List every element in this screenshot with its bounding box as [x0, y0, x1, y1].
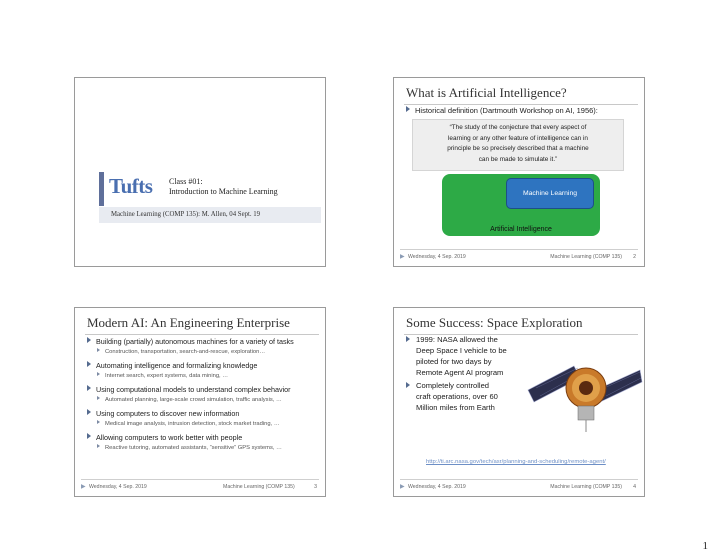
class-heading — [169, 177, 278, 197]
sub-bullet-arrow-icon — [97, 444, 100, 448]
quote-line: can be made to simulate it.” — [478, 155, 558, 163]
sub-bullet-item — [97, 420, 280, 427]
bullet-arrow-icon — [87, 433, 91, 439]
class-title: Introduction to Machine Learning — [169, 187, 278, 196]
bullet-text-line: craft operations, over 60 — [416, 392, 498, 401]
ai-diagram-box — [442, 174, 600, 236]
bullet-arrow-icon — [406, 336, 415, 345]
sub-bullet-arrow-icon — [97, 396, 100, 400]
title-divider — [85, 334, 319, 335]
sub-bullet-text: Reactive tutoring, automated assistants, “sensitive” GPS systems, … — [105, 445, 282, 451]
sub-bullet-item — [97, 348, 265, 355]
bullet-item — [87, 337, 294, 346]
bullet-text: Allowing computers to work better with people — [96, 433, 243, 442]
slide-title: Modern AI: An Engineering Enterprise — [87, 315, 290, 330]
footer-course: Machine Learning (COMP 135) — [550, 484, 622, 490]
slide-4 — [393, 307, 645, 497]
bullet-arrow-icon — [87, 337, 91, 343]
footer-date: Wednesday, 4 Sep. 2019 — [89, 484, 147, 490]
slide-title: What is Artificial Intelligence? — [406, 85, 567, 100]
accent-bar — [99, 172, 104, 206]
footer-date: Wednesday, 4 Sep. 2019 — [408, 254, 466, 260]
page-number: 1 — [702, 540, 708, 552]
slide-2 — [393, 77, 645, 267]
course-info: Machine Learning (COMP 135): M. Allen, 04 Sept. 19 — [99, 207, 321, 223]
bullet-arrow-icon — [87, 385, 91, 391]
bullet-text-line: 1999: NASA allowed the — [416, 335, 498, 344]
footer-date: Wednesday, 4 Sep. 2019 — [408, 484, 466, 490]
sub-bullet-item — [97, 396, 282, 403]
bullet-text-line: Deep Space I vehicle to be — [416, 346, 507, 355]
footer-slide-number: 3 — [314, 484, 317, 490]
title-divider — [404, 104, 638, 105]
sub-bullet-text: Internet search, expert systems, data mining, … — [105, 373, 229, 379]
bullet-text: Automating intelligence and formalizing knowledge — [96, 361, 258, 370]
bullet-text: Using computational models to understand complex behavior — [96, 385, 291, 394]
slide-footer — [400, 249, 638, 263]
footer-course: Machine Learning (COMP 135) — [223, 484, 295, 490]
bullet-item — [406, 106, 598, 115]
sub-bullet-item — [97, 372, 228, 379]
sub-bullet-text: Medical image analysis, intrusion detection, stock market trading, … — [105, 421, 280, 427]
remote-agent-link[interactable]: http://ti.arc.nasa.gov/tech/asr/planning-and-scheduling/remote-agent/ — [426, 459, 606, 465]
bullet-text-line: Remote Agent AI program — [416, 368, 504, 377]
bullet-text-line: piloted for two days by — [416, 357, 492, 366]
sub-bullet-item — [97, 444, 282, 451]
footer-slide-number: 2 — [633, 254, 636, 260]
sub-bullet-text: Construction, transportation, search-and-rescue, exploration… — [105, 349, 266, 355]
footer-arrow-icon: ▶ — [400, 254, 405, 260]
bullet-item — [87, 361, 257, 370]
slide-title: Some Success: Space Exploration — [406, 315, 583, 330]
quote-line: learning or any other feature of intelligence can in — [448, 134, 588, 142]
bullet-arrow-icon — [87, 361, 91, 367]
quote-line: principle be so precisely described that a machine — [447, 145, 589, 152]
footer-course: Machine Learning (COMP 135) — [550, 254, 622, 260]
sub-bullet-arrow-icon — [97, 372, 100, 376]
slide-1 — [74, 77, 326, 267]
bullet-text-line: Completely controlled — [416, 381, 490, 390]
bullet-item — [87, 385, 291, 394]
bullet-arrow-icon — [406, 106, 410, 112]
footer-slide-number: 4 — [633, 484, 636, 490]
slide-footer — [81, 479, 319, 493]
sub-bullet-text: Automated planning, large-scale crowd simulation, traffic analysis, … — [105, 397, 282, 403]
footer-arrow-icon: ▶ — [81, 484, 86, 490]
bullet-text-line: Million miles from Earth — [416, 403, 495, 412]
bullet-arrow-icon — [406, 382, 415, 391]
spacecraft-image — [526, 340, 644, 436]
bullet-item — [87, 409, 239, 418]
sub-bullet-arrow-icon — [97, 348, 100, 352]
quote-line: “The study of the conjecture that every aspect of — [449, 124, 587, 131]
tufts-logo: Tufts — [109, 174, 153, 198]
bullet-text: Building (partially) autonomous machines for a variety of tasks — [96, 337, 294, 346]
bullet-text: Using computers to discover new information — [96, 409, 240, 418]
bullet-item — [87, 433, 242, 442]
class-number: Class #01: — [169, 177, 203, 186]
bullet-text: Historical definition (Dartmouth Workshop on AI, 1956): — [415, 106, 598, 115]
slide-3 — [74, 307, 326, 497]
sub-bullet-arrow-icon — [97, 420, 100, 424]
footer-arrow-icon: ▶ — [400, 484, 405, 490]
dartmouth-quote — [412, 119, 624, 171]
bullet-arrow-icon — [87, 409, 91, 415]
ml-diagram-box: Machine Learning — [506, 178, 594, 209]
ai-label: Artificial Intelligence — [490, 226, 552, 233]
slide-footer — [400, 479, 638, 493]
